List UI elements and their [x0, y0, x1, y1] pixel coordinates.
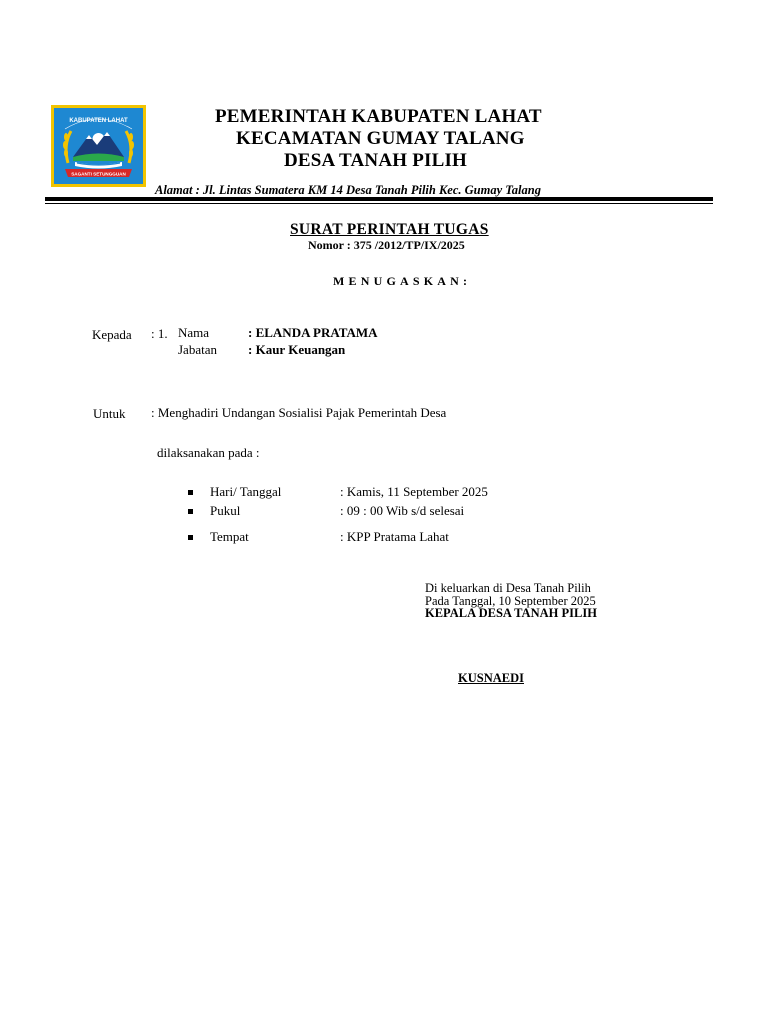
- detail-label-date: Hari/ Tanggal: [210, 484, 282, 499]
- village-title: DESA TANAH PILIH: [284, 150, 468, 171]
- purpose-label: Untuk: [93, 406, 126, 421]
- logo-arc-text: KABUPATEN LAHAT: [69, 118, 128, 124]
- name-value: : ELANDA PRATAMA: [248, 325, 378, 340]
- held-on-text: dilaksanakan pada :: [157, 445, 260, 460]
- command-heading: MENUGASKAN:: [333, 274, 472, 288]
- kabupaten-lahat-emblem-icon: [51, 105, 146, 187]
- detail-value-time: : 09 : 00 Wib s/d selesai: [340, 503, 465, 518]
- detail-value-date: : Kamis, 11 September 2025: [340, 484, 488, 499]
- issued-date: Pada Tanggal, 10 September 2025: [425, 594, 596, 608]
- recipient-index: : 1.: [151, 326, 168, 341]
- name-label: Nama: [178, 325, 210, 340]
- logo-ribbon-text: SAGANTI SETUNGGUAN: [71, 171, 126, 177]
- letter-number: Nomor : 375 /2012/TP/IX/2025: [308, 238, 465, 252]
- signatory-office: KEPALA DESA TANAH PILIH: [425, 606, 597, 620]
- detail-value-place: : KPP Pratama Lahat: [340, 529, 449, 544]
- bullet-icon: [188, 535, 193, 540]
- issued-place: Di keluarkan di Desa Tanah Pilih: [425, 581, 591, 595]
- purpose-text: : Menghadiri Undangan Sosialisi Pajak Pemerintah Desa: [151, 405, 447, 420]
- position-label: Jabatan: [178, 342, 217, 357]
- position-value: : Kaur Keuangan: [248, 342, 346, 357]
- detail-label-time: Pukul: [210, 503, 241, 518]
- detail-label-place: Tempat: [210, 529, 249, 544]
- bullet-icon: [188, 490, 193, 495]
- district-title: KECAMATAN GUMAY TALANG: [236, 128, 525, 149]
- letter-title: SURAT PERINTAH TUGAS: [290, 221, 489, 238]
- letterhead-rule-thin: [45, 203, 713, 204]
- recipient-label: Kepada: [92, 327, 132, 342]
- government-title: PEMERINTAH KABUPATEN LAHAT: [215, 106, 542, 127]
- signatory-name: KUSNAEDI: [458, 671, 524, 685]
- bullet-icon: [188, 509, 193, 514]
- letterhead-rule-thick: [45, 197, 713, 201]
- address-line: Alamat : Jl. Lintas Sumatera KM 14 Desa Tanah Pilih Kec. Gumay Talang: [155, 183, 541, 197]
